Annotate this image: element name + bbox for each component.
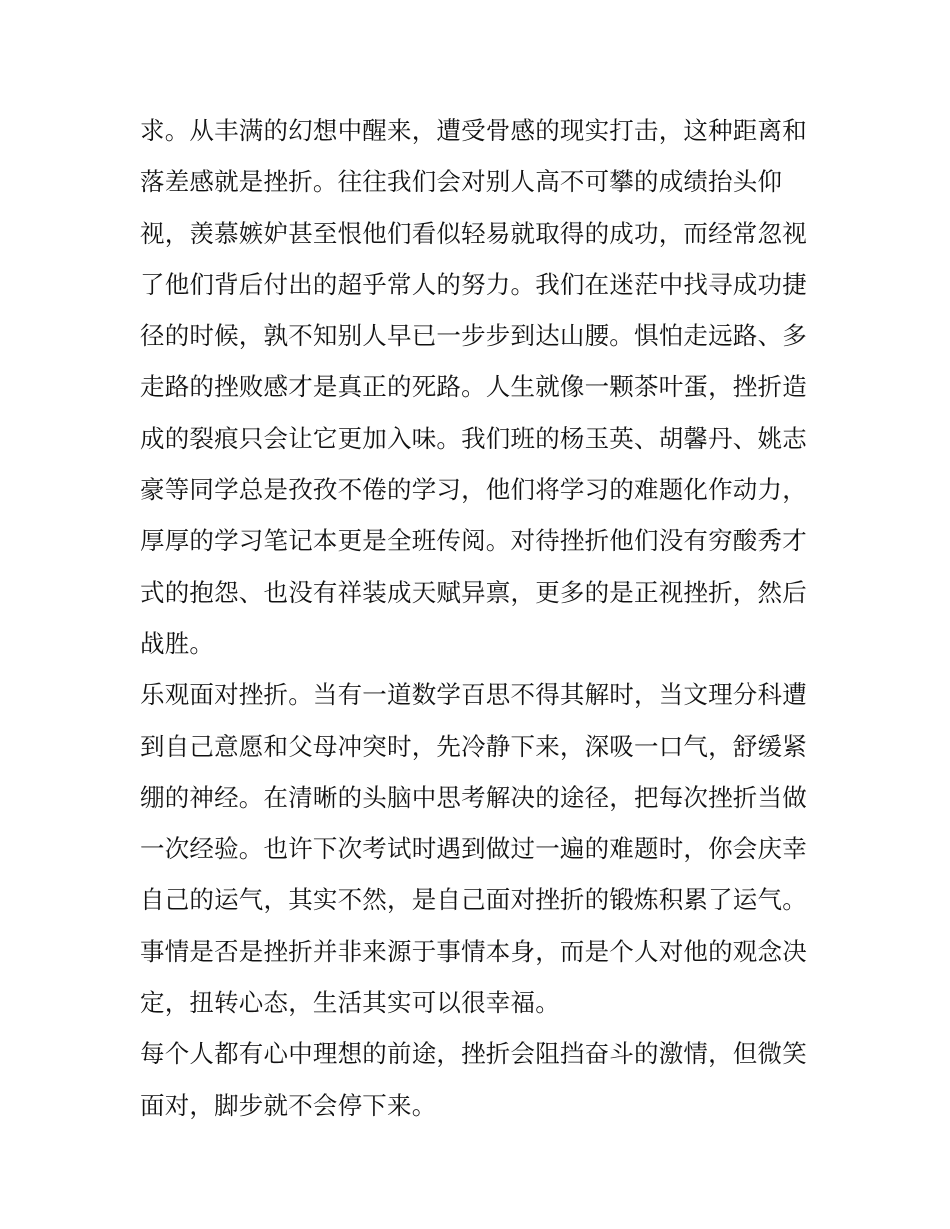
- text-line: 乐观面对挫折。当有一道数学百思不得其解时，当文理分科遭: [140, 680, 807, 710]
- text-line: 成的裂痕只会让它更加入味。我们班的杨玉英、胡馨丹、姚志: [140, 423, 807, 453]
- text-line: 每个人都有心中理想的前途，挫折会阻挡奋斗的激情，但微笑: [140, 1039, 807, 1069]
- text-line: 面对，脚步就不会停下来。: [140, 1090, 437, 1120]
- text-line: 自己的运气，其实不然，是自己面对挫折的锻炼积累了运气。: [140, 885, 807, 915]
- text-line: 式的抱怨、也没有祥装成天赋异禀，更多的是正视挫折，然后: [140, 577, 807, 607]
- text-line: 绷的神经。在清晰的头脑中思考解决的途径，把每次挫折当做: [140, 782, 807, 812]
- text-line: 求。从丰满的幻想中醒来，遭受骨感的现实打击，这种距离和: [140, 116, 807, 145]
- text-line: 走路的挫败感才是真正的死路。人生就像一颗茶叶蛋，挫折造: [140, 372, 807, 402]
- text-line: 径的时候，孰不知别人早已一步步到达山腰。惧怕走远路、多: [140, 321, 807, 351]
- text-line: 厚厚的学习笔记本更是全班传阅。对待挫折他们没有穷酸秀才: [140, 526, 807, 556]
- text-line: 定，扭转心态，生活其实可以很幸福。: [140, 988, 560, 1018]
- text-line: 视，羡慕嫉妒甚至恨他们看似轻易就取得的成功，而经常忽视: [140, 218, 807, 248]
- text-line: 了他们背后付出的超乎常人的努力。我们在迷茫中找寻成功捷: [140, 269, 807, 299]
- text-line: 事情是否是挫折并非来源于事情本身，而是个人对他的观念决: [140, 936, 807, 966]
- text-line: 豪等同学总是孜孜不倦的学习，他们将学习的难题化作动力，: [140, 475, 807, 505]
- text-line: 到自己意愿和父母冲突时，先冷静下来，深吸一口气，舒缓紧: [140, 731, 807, 761]
- text-line: 一次经验。也许下次考试时遇到做过一遍的难题时，你会庆幸: [140, 834, 807, 864]
- essay-text: [140, 112, 820, 1138]
- text-line: 落差感就是挫折。往往我们会对别人高不可攀的成绩抬头仰: [140, 167, 783, 197]
- text-line: 战胜。: [140, 628, 215, 658]
